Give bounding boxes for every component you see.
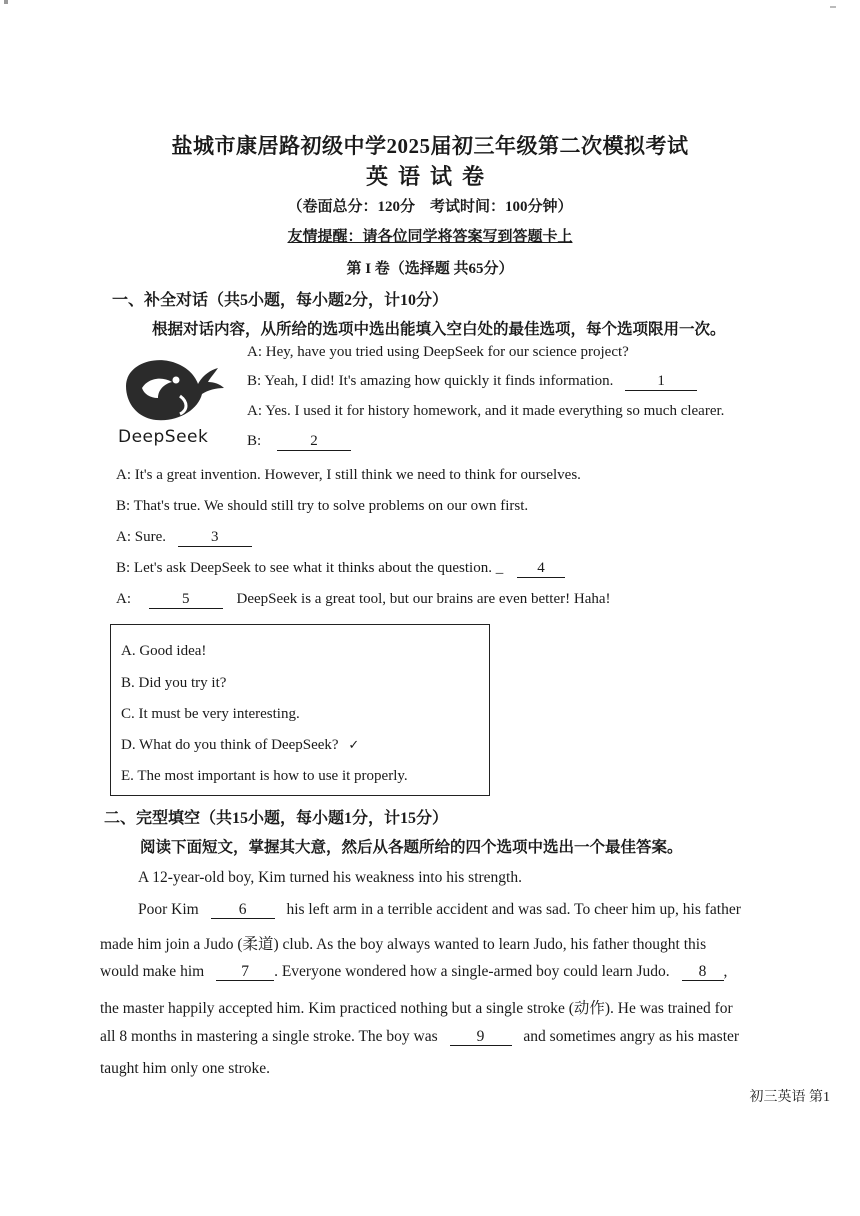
dialogue-text: DeepSeek is a great tool, but our brains are even better! Haha! [236, 591, 611, 607]
option-e: E. The most important is how to use it properly. [121, 768, 408, 784]
answer-blank: 1 [625, 373, 697, 391]
exam-subtitle: 英语试卷 [365, 164, 494, 189]
volume-heading: 第 I 卷（选择题 共65分） [346, 261, 514, 277]
logo-text: DeepSeek [118, 427, 209, 447]
exam-title: 盐城市康居路初级中学2025届初三年级第二次模拟考试 [171, 134, 689, 158]
dialogue-line [247, 373, 697, 391]
section1-instruction: 根据对话内容，从所给的选项中选出能填入空白处的最佳选项，每个选项限用一次。 [152, 321, 726, 338]
passage-text: would make him [100, 963, 205, 980]
dialogue-line [116, 591, 611, 609]
dialogue-line: A: Yes. I used it for history homework, and it made everything so much clearer. [247, 403, 725, 419]
passage-text: Poor Kim [138, 901, 199, 918]
check-mark-icon: ✓ [348, 737, 360, 752]
reminder: 友情提醒：请各位同学将答案写到答题卡上 [287, 229, 573, 245]
dialogue-line: A: It's a great invention. However, I still think we need to think for ourselves. [116, 467, 581, 483]
dialogue-prefix: A: [116, 591, 131, 607]
scan-mark [830, 6, 836, 8]
dialogue-line: B: That's true. We should still try to solve problems on our own first. [116, 498, 529, 514]
passage-text: and sometimes angry as his master [523, 1028, 740, 1045]
option-c: C. It must be very interesting. [121, 706, 300, 722]
answer-blank: 7 [216, 963, 274, 981]
dialogue-text: B: [247, 433, 262, 449]
option-d-text: D. What do you think of DeepSeek? [121, 737, 339, 753]
page-footer: 初三英语 第1 [749, 1090, 830, 1105]
dialogue-line: A: Hey, have you tried using DeepSeek for our science project? [247, 344, 629, 360]
dialogue-text: B: Let's ask DeepSeek to see what it thinks about the question. _ [116, 560, 504, 576]
answer-blank: 5 [149, 591, 223, 609]
dialogue-text: A: Sure. [116, 529, 166, 545]
dialogue-line [116, 529, 252, 547]
passage-text: , [723, 963, 728, 980]
passage-line: made him join a Judo (柔道) club. As the boy always wanted to learn Judo, his father thought this [100, 936, 707, 953]
dialogue-text: B: Yeah, I did! It's amazing how quickly it finds information. [247, 373, 614, 389]
answer-blank: 2 [277, 433, 351, 451]
section2-instruction: 阅读下面短文，掌握其大意，然后从各题所给的四个选项中选出一个最佳答案。 [140, 839, 683, 856]
section2-heading: 二、完型填空（共15小题，每小题1分，计15分） [104, 810, 449, 827]
passage-line [138, 901, 741, 919]
option-d [121, 737, 359, 754]
passage-text: all 8 months in mastering a single stroke. The boy was [100, 1028, 438, 1045]
options-box [110, 624, 490, 796]
answer-blank: 6 [211, 901, 275, 919]
passage-line [100, 1028, 739, 1046]
answer-blank: 8 [682, 963, 724, 981]
whale-icon [118, 348, 228, 428]
option-a: A. Good idea! [121, 643, 207, 659]
answer-blank: 3 [178, 529, 252, 547]
option-b: B. Did you try it? [121, 675, 227, 691]
passage-text: his left arm in a terrible accident and was sad. To cheer him up, his father [286, 901, 741, 918]
dialogue-line [247, 433, 351, 451]
passage-line: taught him only one stroke. [100, 1060, 271, 1077]
section1-heading: 一、补全对话（共5小题，每小题2分，计10分） [112, 292, 449, 309]
answer-blank: 9 [450, 1028, 512, 1046]
answer-blank: 4 [517, 560, 565, 578]
score-time: （卷面总分：120分 考试时间：100分钟） [287, 199, 573, 215]
passage-line: the master happily accepted him. Kim practiced nothing but a single stroke (动作). He was trained for [100, 1000, 733, 1017]
passage-title: A 12-year-old boy, Kim turned his weakness into his strength. [138, 869, 522, 886]
dialogue-line [116, 560, 565, 578]
passage-text: . Everyone wondered how a single-armed boy could learn Judo. [274, 963, 670, 980]
passage-line [100, 963, 727, 981]
scan-mark [4, 0, 8, 4]
